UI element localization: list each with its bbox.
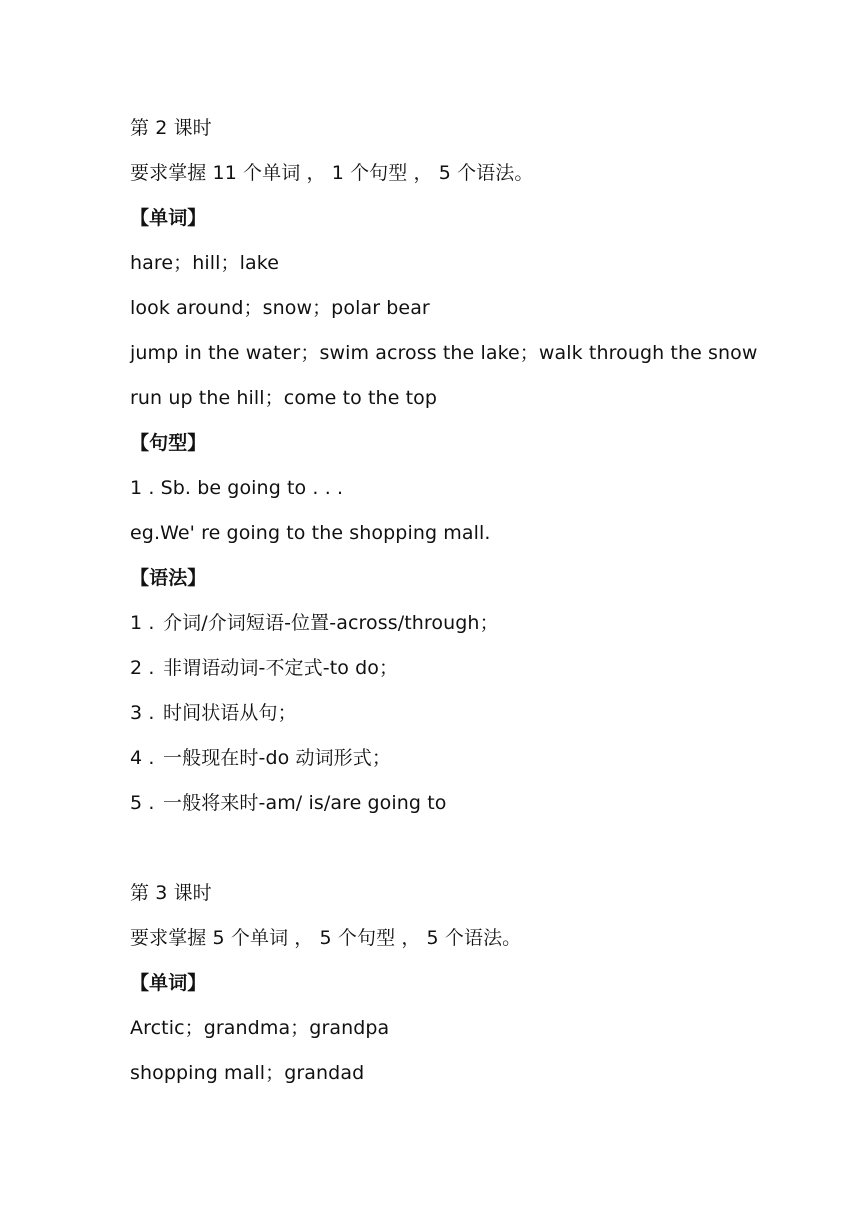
grammar-item-number: 1 . <box>130 612 155 634</box>
lesson-3-vocab-line: Arctic；grandma；grandpa <box>130 1017 390 1039</box>
lesson-2-vocab-line: look around；snow；polar bear <box>130 297 430 319</box>
lesson-2-grammar-heading: 【语法】 <box>130 567 207 589</box>
grammar-item-text: 时间状语从句； <box>163 702 297 724</box>
lesson-2-pattern-heading: 【句型】 <box>130 432 207 454</box>
lesson-2-title: 第 2 课时 <box>130 117 212 139</box>
lesson-3-requirement: 要求掌握 5 个单词 ， 5 个句型 ， 5 个语法。 <box>130 927 522 949</box>
grammar-item <box>130 791 446 815</box>
lesson-3-vocab-heading: 【单词】 <box>130 972 207 994</box>
lesson-2-pattern-line: 1 . Sb. be going to . . . <box>130 477 344 499</box>
grammar-item-text: 一般现在时-do 动词形式； <box>163 747 391 769</box>
lesson-2-vocab-line: run up the hill；come to the top <box>130 387 438 409</box>
grammar-item-text: 非谓语动词-不定式-to do； <box>163 657 399 679</box>
grammar-item-number: 2 . <box>130 657 155 679</box>
grammar-item-number: 3 . <box>130 702 155 724</box>
grammar-item-number: 5 . <box>130 792 155 814</box>
lesson-2-pattern-example: eg.We' re going to the shopping mall. <box>130 522 491 544</box>
grammar-item-text: 一般将来时-am/ is/are going to <box>163 792 447 814</box>
lesson-3-vocab-line: shopping mall；grandad <box>130 1062 365 1084</box>
grammar-item <box>130 611 499 635</box>
lesson-2-vocab-line: hare；hill；lake <box>130 252 279 274</box>
grammar-item <box>130 656 398 680</box>
lesson-2-vocab-heading: 【单词】 <box>130 207 207 229</box>
lesson-2-vocab-line: jump in the water；swim across the lake；walk through the snow <box>130 342 758 364</box>
lesson-3-title: 第 3 课时 <box>130 882 212 904</box>
grammar-item-number: 4 . <box>130 747 155 769</box>
grammar-item-text: 介词/介词短语-位置-across/through； <box>163 612 499 634</box>
grammar-item <box>130 746 391 770</box>
grammar-item <box>130 701 297 725</box>
lesson-2-requirement: 要求掌握 11 个单词 ， 1 个句型 ， 5 个语法。 <box>130 162 534 184</box>
